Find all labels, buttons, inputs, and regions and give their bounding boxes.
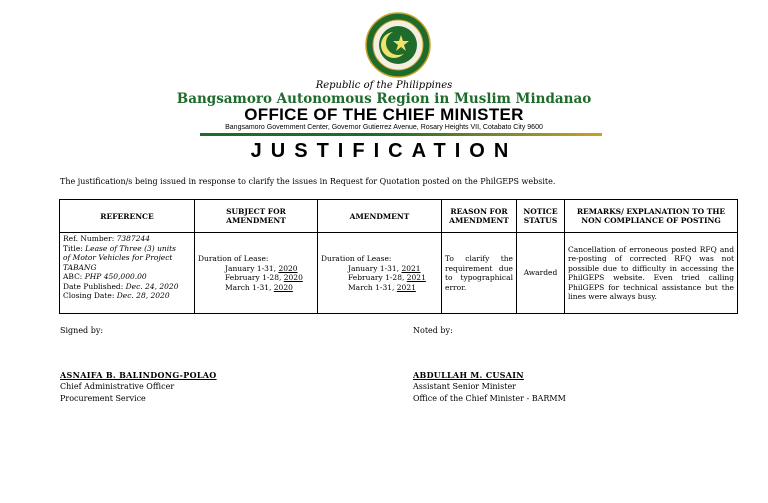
table-header-row: [60, 200, 738, 233]
ref-number: 7387244: [116, 234, 151, 243]
amendment-cell: Duration of Lease: January 1-31, 2021 February 1-28, 2021 March 1-31, 2021: [318, 233, 442, 314]
column-header: SUBJECT FOR AMENDMENT: [195, 200, 318, 233]
subject-cell: Duration of Lease: January 1-31, 2020 February 1-28, 2020 March 1-31, 2020: [195, 233, 318, 314]
reference-cell: Ref. Number: 7387244 Title: Lease of Three (3) units of Motor Vehicles for Project TABANG ABC: PHP 450,000.00 Date Published: Dec. 24, 2020 Closing Date: Dec. 28, 2020: [60, 233, 195, 314]
reason-cell: To clarify the requirement due to typographical error.: [442, 233, 517, 314]
table-row: [60, 233, 738, 314]
region-heading: Bangsamoro Autonomous Region in Muslim Mindanao: [176, 91, 592, 107]
rfq-title: Lease of Three (3) units: [85, 243, 177, 253]
office-address: Bangsamoro Government Center, Governor Gutierrez Avenue, Rosary Heights VII, Cotabato City 9600: [225, 124, 543, 131]
column-header: NOTICE STATUS: [517, 200, 565, 233]
notice-status-cell: Awarded: [517, 233, 565, 314]
noted-by-label: Noted by:: [413, 326, 453, 335]
justification-table: [59, 199, 738, 314]
closing-date: Dec. 28, 2020: [116, 291, 170, 300]
barmm-seal-icon: [365, 12, 431, 78]
signer-name: ASNAIFA B. BALINDONG-POLAO: [60, 370, 217, 380]
document-title: JUSTIFICATION: [250, 140, 518, 162]
remarks-cell: Cancellation of erroneous posted RFQ and re-posting of corrected RFQ was not possible due to difficulty in accessing the PhilGEPS website. Even tried calling PhilGEPS for technical assistance but the lines were always busy.: [565, 233, 738, 314]
signed-by-label: Signed by:: [60, 326, 104, 335]
column-header: REMARKS/ EXPLANATION TO THE NON COMPLIANCE OF POSTING: [565, 200, 738, 233]
signer-office: Procurement Service: [60, 394, 146, 403]
office-heading: OFFICE OF THE CHIEF MINISTER: [244, 105, 524, 124]
noter-title: Assistant Senior Minister: [413, 382, 516, 391]
noter-office: Office of the Chief Minister - BARMM: [413, 394, 566, 403]
republic-heading: Republic of the Philippines: [315, 80, 453, 91]
abc-amount: PHP 450,000.00: [84, 272, 147, 281]
column-header: REASON FOR AMENDMENT: [442, 200, 517, 233]
intro-text: The justification/s being issued in response to clarify the issues in Request for Quotation posted on the PhilGEPS website.: [60, 177, 556, 186]
column-header: REFERENCE: [60, 200, 195, 233]
date-published: Dec. 24, 2020: [125, 281, 179, 291]
column-header: AMENDMENT: [318, 200, 442, 233]
noter-name: ABDULLAH M. CUSAIN: [413, 370, 524, 380]
signer-title: Chief Administrative Officer: [60, 382, 175, 391]
header-divider: [200, 133, 602, 136]
